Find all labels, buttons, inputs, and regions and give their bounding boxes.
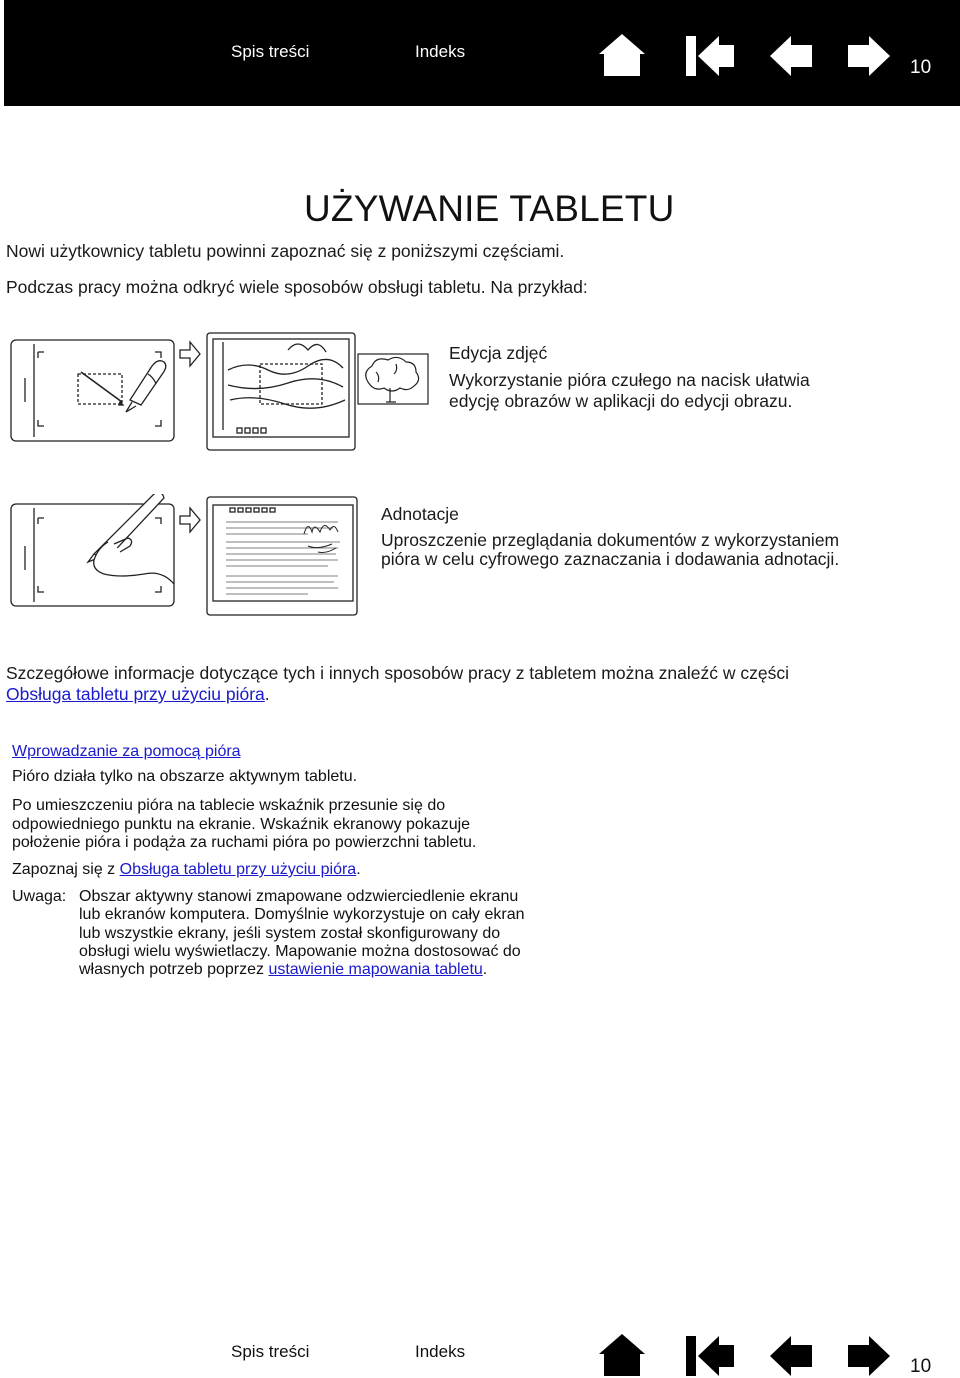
- pen-section-p2-line-2: odpowiedniego punktu na ekranie. Wskaźnik ekranowy pokazuje: [12, 816, 471, 833]
- page-number: 10: [910, 57, 932, 78]
- pen-section-p2-line-1: Po umieszczeniu pióra na tablecie wskaźnik przesunie się do: [12, 797, 446, 814]
- pen-section-p3-text: Zapoznaj się z: [12, 861, 116, 878]
- bottom-toc-link[interactable]: Spis treści: [231, 1342, 310, 1361]
- bottom-home-icon[interactable]: [597, 1332, 647, 1378]
- bottom-previous-page-icon[interactable]: [770, 1334, 814, 1378]
- pen-section-p3-end: .: [356, 861, 361, 878]
- example-annotation-line-2: pióra w celu cyfrowego zaznaczania i dodawania adnotacji.: [381, 549, 840, 569]
- pen-usage-link-2[interactable]: Obsługa tabletu przy użyciu pióra: [119, 861, 357, 878]
- note-line-2: lub ekranów komputera. Domyślnie wykorzystuje on cały ekran: [79, 906, 525, 923]
- bottom-page-number: 10: [910, 1356, 932, 1377]
- pen-usage-link[interactable]: Obsługa tabletu przy użyciu pióra: [6, 684, 265, 704]
- note-line-1: Obszar aktywny stanowi zmapowane odzwierciedlenie ekranu: [79, 888, 519, 905]
- tablet-mapping-link[interactable]: ustawienie mapowania tabletu: [268, 961, 483, 978]
- example-photo-heading: Edycja zdjęć: [449, 343, 548, 363]
- index-link[interactable]: Indeks: [415, 42, 466, 61]
- top-navigation-bar: [4, 0, 960, 106]
- home-icon[interactable]: [597, 32, 647, 78]
- example-photo-line-1: Wykorzystanie pióra czułego na nacisk ułatwia: [449, 370, 810, 390]
- note-line-5-end: .: [482, 961, 488, 978]
- intro-line-2: Podczas pracy można odkryć wiele sposobów obsługi tabletu. Na przykład:: [6, 277, 588, 297]
- page-title: UŻYWANIE TABLETU: [304, 188, 675, 229]
- pen-section-p1: Pióro działa tylko na obszarze aktywnym tabletu.: [12, 768, 358, 785]
- bottom-first-page-icon[interactable]: [686, 1334, 736, 1378]
- note-line-5-text: własnych potrzeb poprzez: [79, 961, 264, 978]
- previous-page-icon[interactable]: [770, 34, 814, 78]
- note-line-5: [79, 960, 487, 979]
- details-link-line: [6, 683, 270, 705]
- details-text: Szczegółowe informacje dotyczące tych i innych sposobów pracy z tabletem można znaleźć w części: [6, 663, 789, 683]
- pen-input-heading[interactable]: Wprowadzanie za pomocą pióra: [12, 743, 241, 760]
- first-page-icon[interactable]: [686, 34, 736, 78]
- note-label: Uwaga:: [12, 888, 67, 905]
- example-photo-line-2: edycję obrazów w aplikacji do edycji obrazu.: [449, 391, 793, 411]
- details-end: .: [264, 684, 270, 704]
- photo-editing-illustration: [8, 330, 358, 452]
- example-annotation-heading: Adnotacje: [381, 504, 459, 524]
- next-page-icon[interactable]: [846, 34, 890, 78]
- bottom-index-link[interactable]: Indeks: [415, 1342, 466, 1361]
- intro-line-1: Nowi użytkownicy tabletu powinni zapoznać się z poniższymi częściami.: [6, 241, 565, 261]
- note-line-4: obsługi wielu wyświetlaczy. Mapowanie można dostosować do: [79, 943, 521, 960]
- tree-picture-icon: [356, 352, 430, 406]
- example-annotation-line-1: Uproszczenie przeglądania dokumentów z wykorzystaniem: [381, 530, 840, 550]
- pen-section-p3: [12, 860, 361, 879]
- annotation-illustration: [8, 494, 360, 618]
- bottom-next-page-icon[interactable]: [846, 1334, 890, 1378]
- pen-section-p2-line-3: położenie pióra i podąża za ruchami pióra po powierzchni tabletu.: [12, 834, 477, 851]
- toc-link[interactable]: Spis treści: [231, 42, 310, 61]
- note-line-3: lub wszystkie ekrany, jeśli system został skonfigurowany do: [79, 925, 501, 942]
